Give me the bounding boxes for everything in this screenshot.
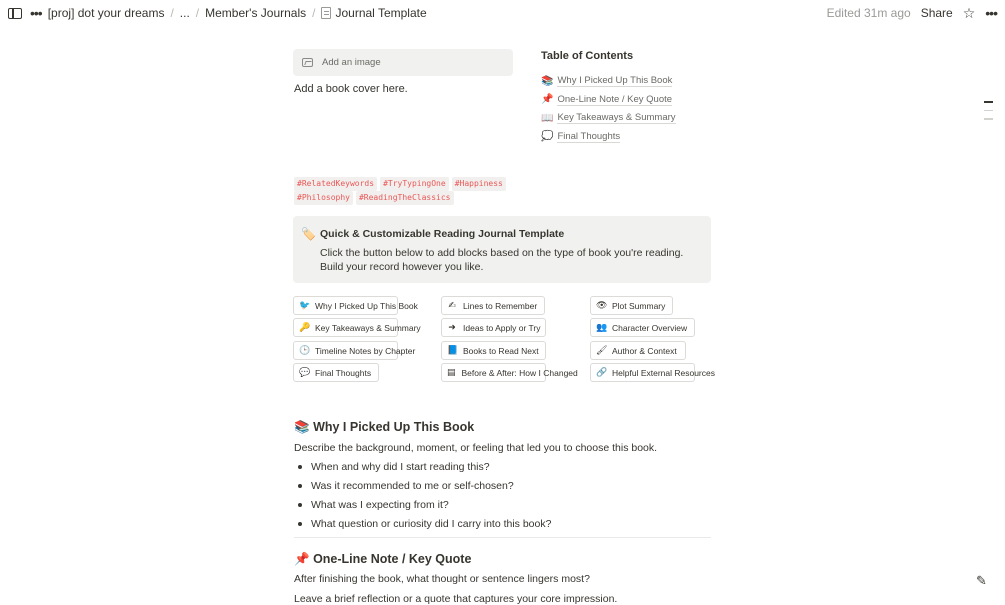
- divider: [294, 537, 711, 538]
- callout-title: Quick & Customizable Reading Journal Template: [320, 228, 565, 240]
- tag: #ReadingTheClassics: [356, 191, 454, 205]
- edited-timestamp: Edited 31m ago: [826, 6, 911, 20]
- breadcrumb-project[interactable]: [proj] dot your dreams: [47, 6, 165, 20]
- template-button-key-takeaways[interactable]: 🔑 Key Takeaways & Summary: [293, 318, 398, 337]
- template-button-author-context[interactable]: 🖌 Author & Context: [590, 341, 686, 360]
- brush-icon: 🖌: [596, 345, 608, 355]
- eye-icon: 👁: [596, 300, 608, 310]
- toc-item[interactable]: 📌 One-Line Note / Key Quote: [541, 93, 673, 106]
- section-heading-why-picked: 📚 Why I Picked Up This Book: [294, 420, 475, 434]
- link-icon: 🔗: [596, 367, 608, 377]
- add-image-block[interactable]: [293, 49, 513, 76]
- add-image-label: Add an image: [322, 57, 381, 68]
- template-button-before-after[interactable]: ▤ Before & After: How I Changed: [441, 363, 546, 382]
- breadcrumb-separator: /: [195, 6, 200, 20]
- speech-bubble-icon: 💬: [299, 367, 311, 377]
- books-icon: 📚: [541, 75, 554, 87]
- section-intro[interactable]: After finishing the book, what thought or sentence lingers most?: [294, 573, 590, 585]
- tag-list: [294, 177, 524, 205]
- label-tag-icon: 🏷️: [301, 227, 316, 241]
- breadcrumb-separator: /: [170, 6, 174, 20]
- toc-item[interactable]: 📚 Why I Picked Up This Book: [541, 75, 673, 87]
- tag: #Happiness: [452, 177, 506, 191]
- section-heading-key-quote: 📌 One-Line Note / Key Quote: [294, 552, 472, 566]
- tag: #Philosophy: [294, 191, 353, 205]
- top-bar: [0, 0, 1005, 26]
- template-button-ideas-to-apply[interactable]: ➜ Ideas to Apply or Try: [441, 318, 546, 337]
- template-button-plot-summary[interactable]: 👁 Plot Summary: [590, 296, 673, 315]
- section-text[interactable]: Leave a brief reflection or a quote that captures your core impression.: [294, 593, 618, 605]
- list-item[interactable]: Was it recommended to me or self-chosen?: [298, 476, 551, 495]
- toc-item[interactable]: 📖 Key Takeaways & Summary: [541, 112, 676, 124]
- question-list: [298, 457, 551, 533]
- pushpin-icon: 📌: [541, 94, 554, 106]
- clock-icon: 🕒: [299, 345, 311, 355]
- share-button[interactable]: Share: [920, 6, 953, 20]
- page-icon: [321, 7, 331, 19]
- template-button-final-thoughts[interactable]: 💬 Final Thoughts: [293, 363, 379, 382]
- toc-item[interactable]: 💭 Final Thoughts: [541, 130, 621, 143]
- template-button-lines-to-remember[interactable]: ✍ Lines to Remember: [441, 296, 545, 315]
- tag: #RelatedKeywords: [294, 177, 377, 191]
- breadcrumb-members-journals[interactable]: Member's Journals: [205, 6, 307, 20]
- workspace-dots-icon[interactable]: •••: [30, 5, 42, 21]
- compare-icon: ▤: [447, 367, 456, 377]
- books-icon: 📚: [294, 420, 310, 434]
- callout-block: [293, 216, 711, 283]
- book-icon: 📘: [447, 345, 459, 355]
- key-icon: 🔑: [299, 322, 311, 332]
- list-item[interactable]: What question or curiosity did I carry into this book?: [298, 514, 551, 533]
- more-options-icon[interactable]: •••: [985, 5, 997, 21]
- arrow-circle-icon: ➜: [448, 322, 456, 332]
- tag: #TryTypingOne: [380, 177, 449, 191]
- image-icon: [302, 58, 313, 67]
- people-icon: 👥: [596, 322, 608, 332]
- breadcrumb-current-page[interactable]: Journal Template: [335, 6, 427, 20]
- template-button-books-to-read-next[interactable]: 📘 Books to Read Next: [441, 341, 546, 360]
- template-button-character-overview[interactable]: 👥 Character Overview: [590, 318, 695, 337]
- favorite-star-icon[interactable]: ☆: [962, 4, 976, 21]
- bird-icon: 🐦: [299, 300, 311, 310]
- table-of-contents: [541, 72, 676, 146]
- pushpin-icon: 📌: [294, 552, 310, 566]
- breadcrumb-ellipsis[interactable]: ...: [179, 6, 190, 20]
- sidebar-toggle-icon[interactable]: [8, 8, 22, 19]
- help-pen-icon[interactable]: ✎: [976, 573, 987, 588]
- list-item[interactable]: What was I expecting from it?: [298, 495, 551, 514]
- callout-body: Click the button below to add blocks based on the type of book you're reading. Build your record however you like.: [320, 247, 684, 273]
- breadcrumb-separator: /: [312, 6, 316, 20]
- list-item[interactable]: When and why did I start reading this?: [298, 457, 551, 476]
- thought-bubble-icon: 💭: [541, 131, 554, 143]
- outline-scroll-markers[interactable]: [984, 101, 994, 127]
- template-button-why-picked[interactable]: 🐦 Why I Picked Up This Book: [293, 296, 398, 315]
- template-button-external-resources[interactable]: 🔗 Helpful External Resources: [590, 363, 695, 382]
- cover-note[interactable]: Add a book cover here.: [294, 83, 408, 95]
- section-intro[interactable]: Describe the background, moment, or feeling that led you to choose this book.: [294, 442, 658, 454]
- template-button-timeline-notes[interactable]: 🕒 Timeline Notes by Chapter: [293, 341, 398, 360]
- toc-title: Table of Contents: [541, 50, 634, 62]
- open-book-icon: 📖: [541, 112, 554, 124]
- pen-lines-icon: ✍: [448, 300, 456, 310]
